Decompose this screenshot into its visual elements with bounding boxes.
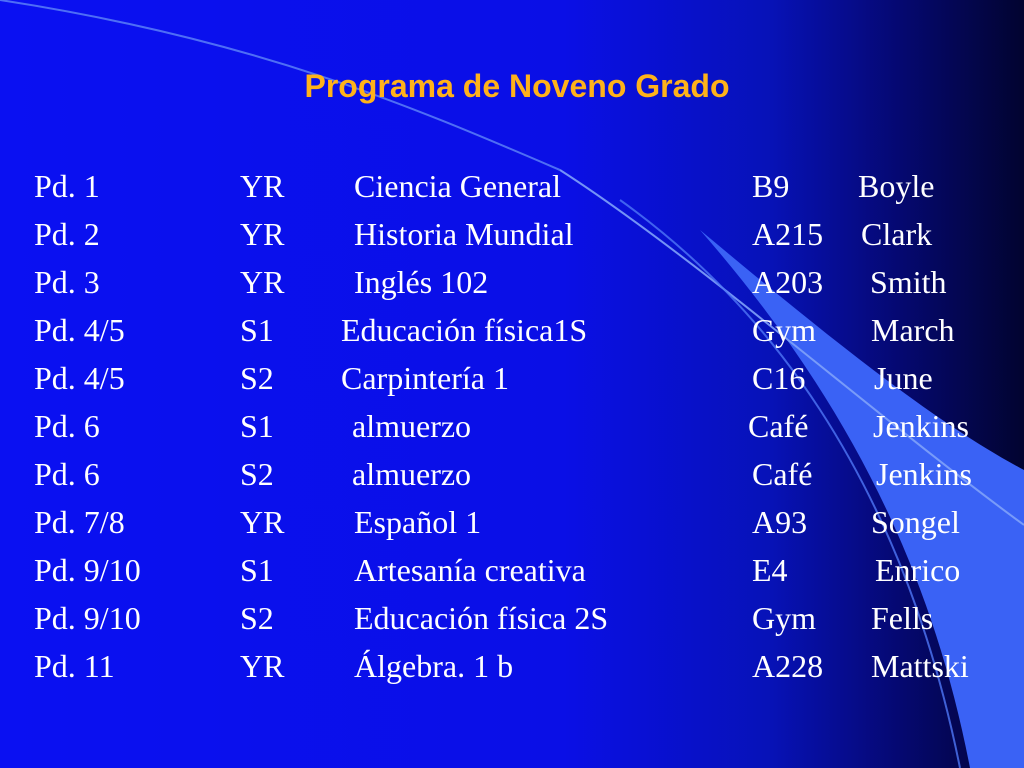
cell-teacher: Fells: [871, 600, 934, 636]
cell-teacher: Mattski: [871, 648, 969, 684]
schedule-row: [0, 594, 1024, 642]
cell-period: Pd. 9/10: [34, 600, 141, 636]
schedule-row: [0, 354, 1024, 402]
slide-title: Programa de Noveno Grado: [304, 68, 730, 104]
cell-period: Pd. 4/5: [34, 312, 125, 348]
cell-course: Educación física 2S: [354, 600, 609, 636]
cell-period: Pd. 6: [34, 456, 100, 492]
cell-course: Artesanía creativa: [354, 552, 586, 588]
schedule-table: [0, 162, 1024, 690]
cell-term: YR: [240, 216, 285, 252]
schedule-row: [0, 162, 1024, 210]
cell-term: S2: [240, 360, 274, 396]
schedule-row: [0, 210, 1024, 258]
cell-room: A215: [752, 216, 824, 252]
cell-teacher: Jenkins: [873, 408, 969, 444]
cell-teacher: Smith: [870, 264, 947, 300]
cell-room: Gym: [752, 312, 816, 348]
cell-teacher: March: [871, 312, 955, 348]
cell-term: YR: [240, 648, 285, 684]
cell-term: YR: [240, 168, 285, 204]
cell-period: Pd. 6: [34, 408, 100, 444]
cell-period: Pd. 4/5: [34, 360, 125, 396]
cell-room: A228: [752, 648, 824, 684]
cell-course: Ciencia General: [354, 168, 561, 204]
cell-period: Pd. 11: [34, 648, 115, 684]
cell-course: almuerzo: [352, 456, 472, 492]
cell-term: S1: [240, 408, 274, 444]
cell-teacher: Clark: [861, 216, 933, 252]
cell-period: Pd. 1: [34, 168, 100, 204]
schedule-row: [0, 402, 1024, 450]
cell-period: Pd. 3: [34, 264, 100, 300]
cell-room: A93: [752, 504, 808, 540]
cell-course: Educación física1S: [341, 312, 588, 348]
cell-room: Café: [752, 456, 813, 492]
schedule-row: [0, 546, 1024, 594]
schedule-row: [0, 306, 1024, 354]
cell-term: YR: [240, 504, 285, 540]
cell-room: Café: [748, 408, 809, 444]
cell-room: Gym: [752, 600, 816, 636]
cell-teacher: Enrico: [875, 552, 961, 588]
cell-room: E4: [752, 552, 788, 588]
cell-course: Inglés 102: [354, 264, 489, 300]
cell-term: YR: [240, 264, 285, 300]
cell-course: almuerzo: [352, 408, 472, 444]
cell-term: S2: [240, 456, 274, 492]
cell-room: C16: [752, 360, 806, 396]
schedule-row: [0, 498, 1024, 546]
cell-course: Carpintería 1: [341, 360, 509, 396]
cell-course: Álgebra. 1 b: [354, 648, 514, 684]
cell-period: Pd. 2: [34, 216, 100, 252]
cell-period: Pd. 9/10: [34, 552, 141, 588]
cell-teacher: June: [874, 360, 933, 396]
cell-room: A203: [752, 264, 824, 300]
cell-teacher: Songel: [871, 504, 960, 540]
cell-teacher: Boyle: [858, 168, 935, 204]
cell-room: B9: [752, 168, 790, 204]
cell-course: Español 1: [354, 504, 482, 540]
cell-term: S1: [240, 312, 274, 348]
cell-period: Pd. 7/8: [34, 504, 125, 540]
schedule-row: [0, 642, 1024, 690]
cell-term: S2: [240, 600, 274, 636]
schedule-row: [0, 450, 1024, 498]
cell-course: Historia Mundial: [354, 216, 574, 252]
schedule-row: [0, 258, 1024, 306]
cell-teacher: Jenkins: [876, 456, 972, 492]
cell-term: S1: [240, 552, 274, 588]
